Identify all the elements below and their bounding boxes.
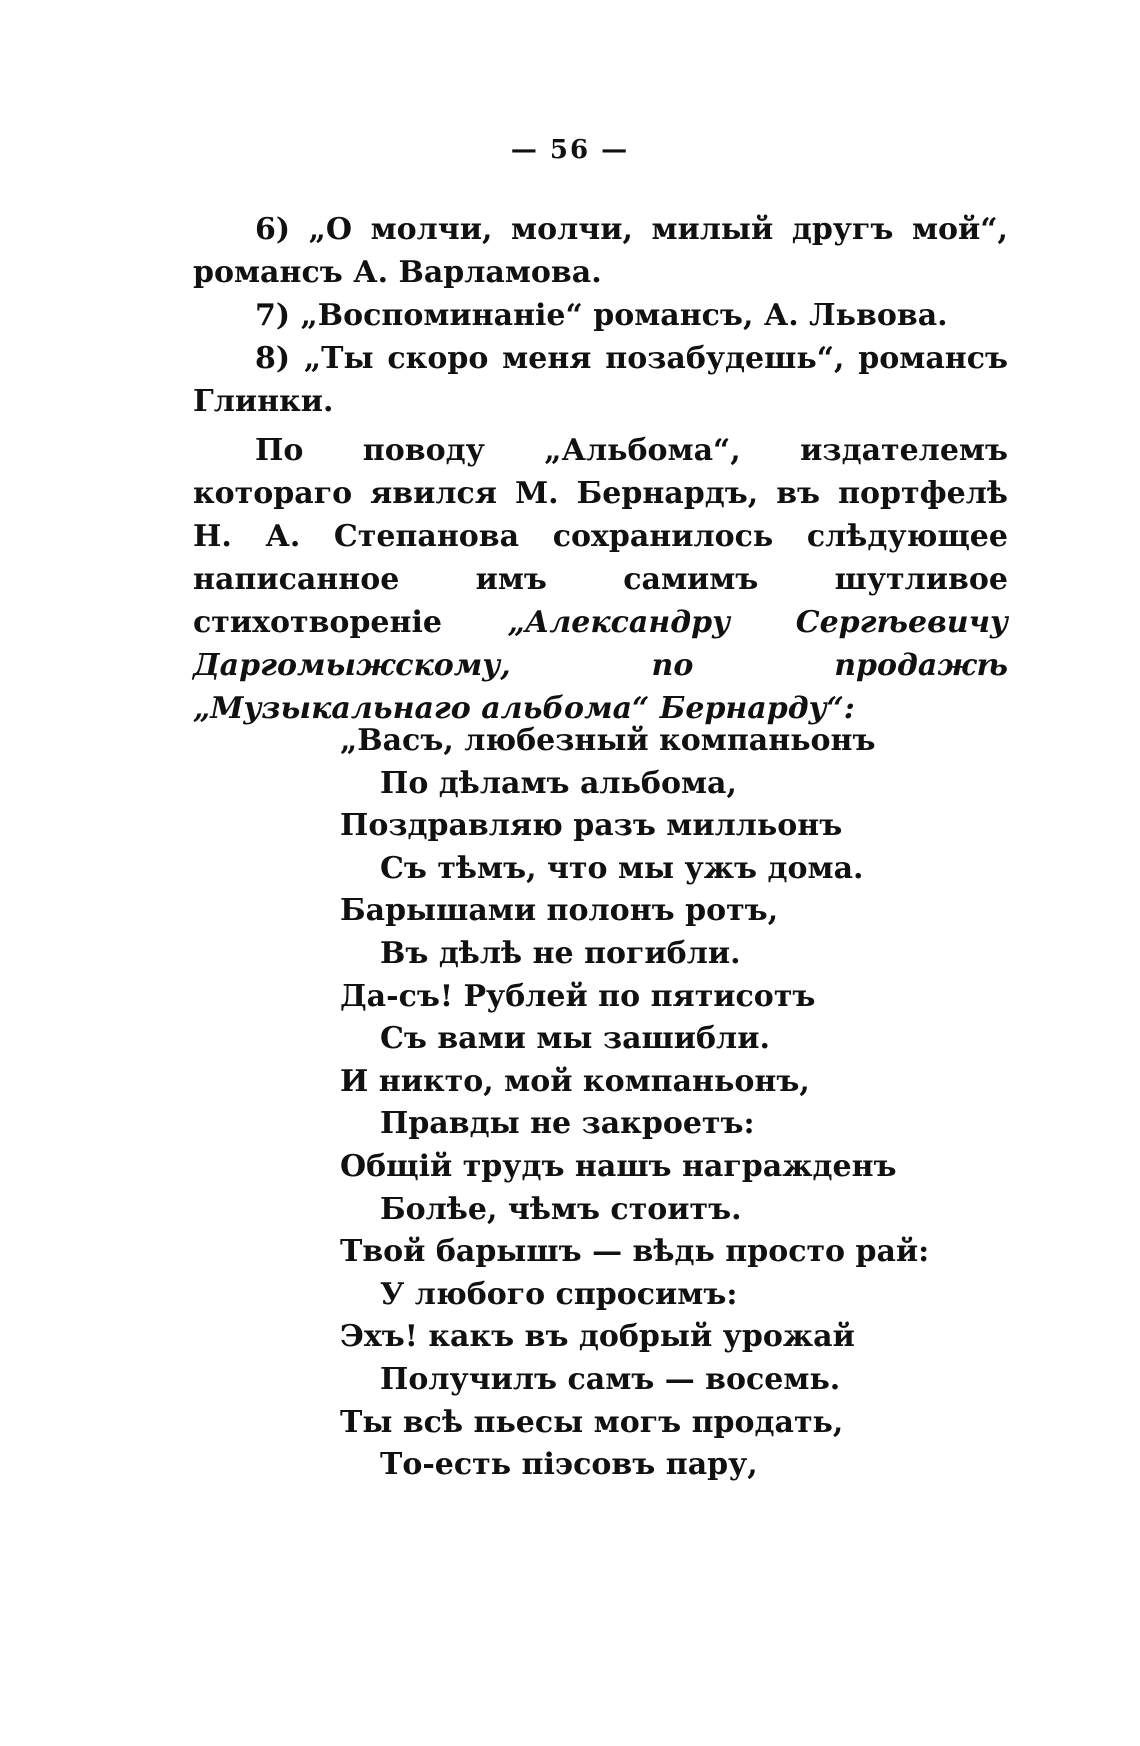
poem-line: Съ вами мы зашибли.	[380, 1021, 770, 1057]
poem-line: Получилъ самъ — восемь.	[380, 1361, 841, 1397]
poem-line: Твой барышъ — вѣдь просто рай:	[340, 1234, 930, 1270]
page-number: — 56 —	[510, 135, 630, 165]
poem-line: „Васъ, любезный компаньонъ	[340, 723, 876, 758]
poem-line: И никто, мой компаньонъ,	[340, 1063, 810, 1099]
poem-line: Правды не закроетъ:	[380, 1106, 755, 1142]
poem-line: Эхъ! какъ въ добрый урожай	[340, 1319, 855, 1355]
poem-line: Барышами полонъ ротъ,	[340, 893, 779, 929]
poem-line: Поздравляю разъ милльонъ	[340, 808, 843, 844]
paragraph	[193, 429, 1008, 730]
poem-line: Болѣе, чѣмъ стоитъ.	[380, 1191, 742, 1227]
poem-line: То-есть піэсовъ пару,	[380, 1447, 758, 1483]
poem-line: Ты всѣ пьесы могъ продать,	[340, 1404, 844, 1440]
poem-line: Да-съ! Рублей по пятисотъ	[340, 978, 816, 1014]
paragraph-text: По поводу „Альбома“, издателемъ котораго явился М. Бернардъ, въ портфелѣ Н. А. Степанова сохранилось слѣдующее написанное имъ самимъ шутливое стихотвореніе	[193, 433, 1008, 640]
poem-line: По дѣламъ альбома,	[380, 765, 737, 801]
poem-line: Съ тѣмъ, что мы ужъ дома.	[380, 850, 864, 886]
list-item: 8) „Ты скоро меня позабудешь“, романсъ Глинки.	[193, 341, 1008, 419]
prose-block	[193, 208, 1008, 730]
poem	[340, 720, 930, 1487]
poem-title: „Александру Сергѣевичу Даргомыжскому, по продажѣ „Музыкальнаго альбома“ Бернарду“:	[193, 605, 1008, 726]
poem-line: Общій трудъ нашъ награжденъ	[340, 1148, 897, 1184]
poem-line: Въ дѣлѣ не погибли.	[380, 935, 741, 971]
list-item: 7) „Воспоминаніе“ романсъ, А. Львова.	[255, 298, 948, 333]
list-item: 6) „О молчи, молчи, милый другъ мой“, романсъ А. Варламова.	[193, 212, 1008, 290]
poem-line: У любого спросимъ:	[380, 1276, 738, 1312]
